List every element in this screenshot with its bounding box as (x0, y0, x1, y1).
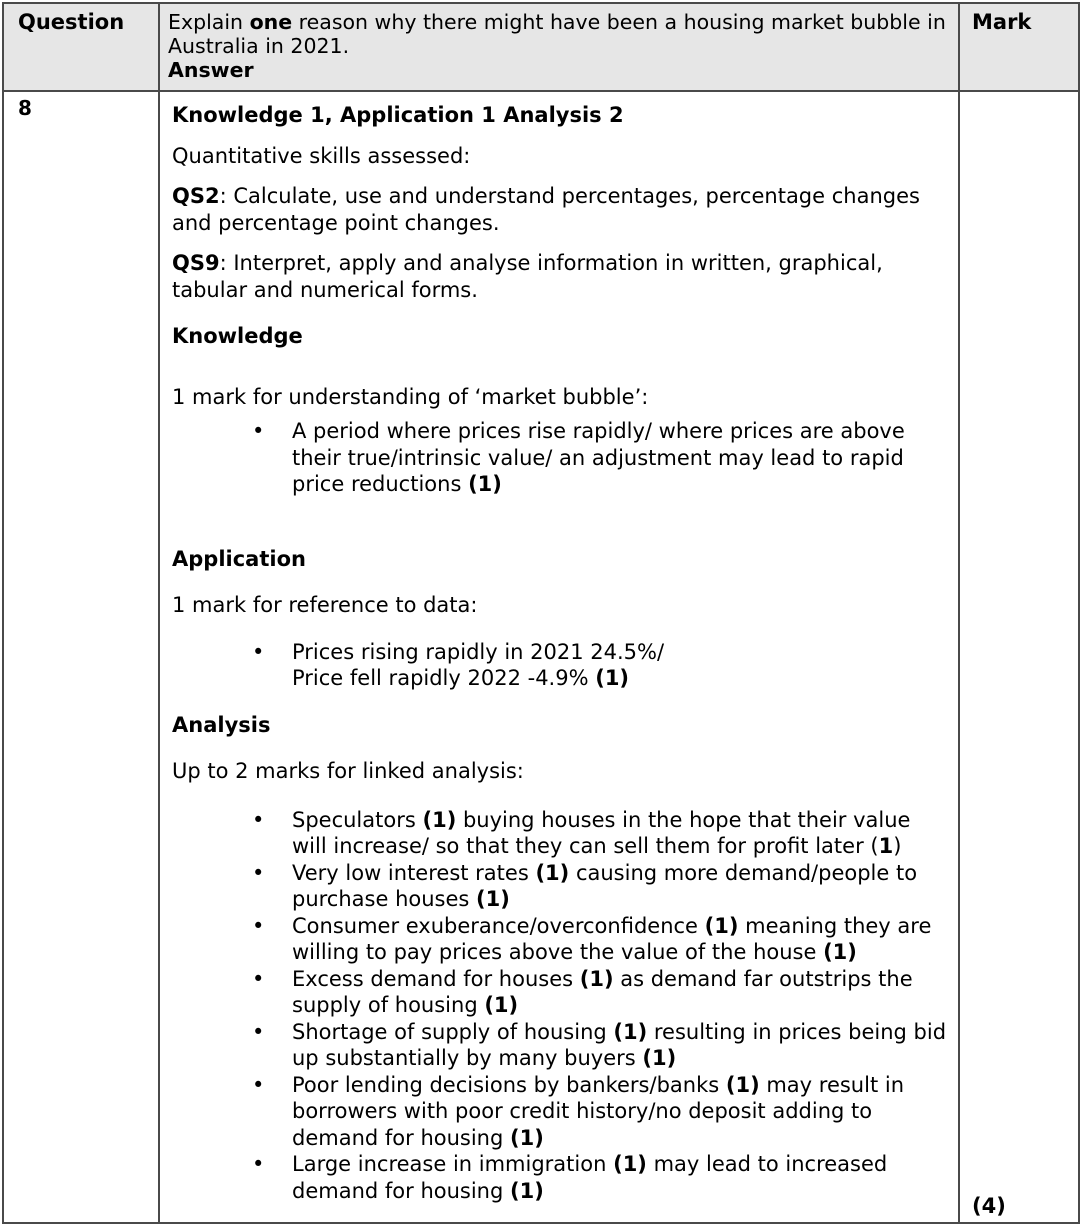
knowledge-intro: 1 mark for understanding of ‘market bubble’: (172, 384, 649, 409)
knowledge-title: Knowledge (172, 324, 303, 348)
answer-label: Answer (168, 58, 254, 82)
item-text: causing more demand/people to purchase houses (292, 860, 918, 911)
prompt-emphasis: one (249, 10, 293, 34)
list-item (252, 639, 948, 692)
qs-text: : Interpret, apply and analyse information in written, graphical, tabular and numerical forms. (172, 251, 883, 302)
answer-row (3, 91, 1079, 1223)
qs-item (172, 250, 948, 303)
item-mark: (1) (510, 1125, 544, 1150)
analysis-list (172, 807, 948, 1205)
item-mark: (1) (642, 1046, 677, 1070)
list-item (252, 1072, 948, 1152)
item-mark: (1) (535, 860, 570, 885)
prompt-text: Explain (168, 10, 250, 34)
qs-item (172, 183, 948, 236)
item-mark: (1) (595, 666, 630, 690)
item-text: Speculators (292, 807, 423, 832)
question-label: Question (18, 10, 125, 34)
mark-header (959, 3, 1079, 91)
item-text: ) (893, 834, 902, 858)
prompt-text: reason why there might have been a housing market bubble in Australia in 2021. (168, 10, 946, 58)
item-mark: (1) (613, 1152, 647, 1176)
bullet-icon: • (252, 807, 265, 832)
bullet-icon: • (252, 1019, 265, 1044)
prompt-header (159, 3, 959, 91)
list-item (252, 807, 948, 860)
item-text: Excess demand for houses (292, 966, 580, 991)
item-mark: (1) (823, 940, 857, 964)
item-mark: 1 (878, 834, 894, 858)
question-number-text: 8 (18, 96, 32, 120)
knowledge-list (172, 418, 948, 498)
item-text: Price fell rapidly 2022 -4.9% (292, 666, 596, 690)
item-text: Shortage of supply of housing (292, 1019, 614, 1044)
item-text: Poor lending decisions by bankers/banks (292, 1072, 726, 1097)
item-mark: (1) (510, 1178, 544, 1203)
answer-body (159, 91, 959, 1223)
item-mark: (1) (476, 887, 510, 911)
item-text: Very low interest rates (292, 860, 536, 885)
bullet-icon: • (252, 1152, 265, 1176)
item-text: Large increase in immigration (292, 1152, 614, 1176)
application-title: Application (172, 546, 306, 571)
question-number (3, 91, 159, 1223)
analysis-title: Analysis (172, 712, 271, 737)
item-mark: (1) (613, 1019, 648, 1044)
mark-label: Mark (972, 10, 1032, 34)
analysis-intro: Up to 2 marks for linked analysis: (172, 759, 524, 783)
bullet-icon: • (252, 419, 265, 443)
assessment-heading: Knowledge 1, Application 1 Analysis 2 (172, 103, 624, 127)
item-text: buying houses in the hope that their value will increase/ so that they can sell them for profit later ( (292, 807, 911, 858)
question-prompt (168, 10, 958, 58)
bullet-icon: • (252, 913, 265, 938)
item-text: Prices rising rapidly in 2021 24.5%/ (292, 639, 665, 664)
item-text: may result in borrowers with poor credit history/no deposit adding to demand for housing (292, 1072, 905, 1150)
mark-scheme-table (2, 2, 1080, 1224)
item-text: may lead to increased demand for housing (292, 1152, 888, 1203)
list-item (252, 860, 948, 913)
mark-cell (959, 91, 1079, 1223)
item-text: A period where prices rise rapidly/ where prices are above their true/intrinsic value/ an adjustment may lead to rapid price reductions (292, 419, 905, 496)
item-text: as demand far outstrips the supply of housing (292, 966, 913, 1017)
question-header (3, 3, 159, 91)
item-text: meaning they are willing to pay prices above the value of the house (292, 913, 932, 964)
qs-intro: Quantitative skills assessed: (172, 143, 471, 168)
item-mark: (1) (484, 993, 519, 1017)
application-list (172, 639, 948, 692)
item-mark: (1) (422, 807, 457, 832)
bullet-icon: • (252, 639, 265, 664)
list-item (252, 1019, 948, 1072)
bullet-icon: • (252, 966, 265, 991)
list-item (252, 913, 948, 966)
item-mark: (1) (704, 913, 739, 938)
list-item (252, 418, 948, 498)
bullet-icon: • (252, 1072, 265, 1097)
item-mark: (1) (725, 1072, 760, 1097)
list-item (252, 966, 948, 1019)
qs-code: QS2 (172, 184, 220, 208)
total-mark: (4) (972, 1194, 1006, 1218)
header-row (3, 3, 1079, 91)
qs-code: QS9 (172, 251, 220, 275)
item-mark: (1) (579, 966, 614, 991)
bullet-icon: • (252, 860, 265, 885)
item-text: resulting in prices being bid up substantially by many buyers (292, 1019, 947, 1070)
list-item (252, 1151, 948, 1204)
qs-text: : Calculate, use and understand percentages, percentage changes and percentage point changes. (172, 184, 920, 235)
item-mark: (1) (468, 472, 502, 496)
application-intro: 1 mark for reference to data: (172, 593, 478, 617)
item-text: Consumer exuberance/overconfidence (292, 913, 705, 938)
